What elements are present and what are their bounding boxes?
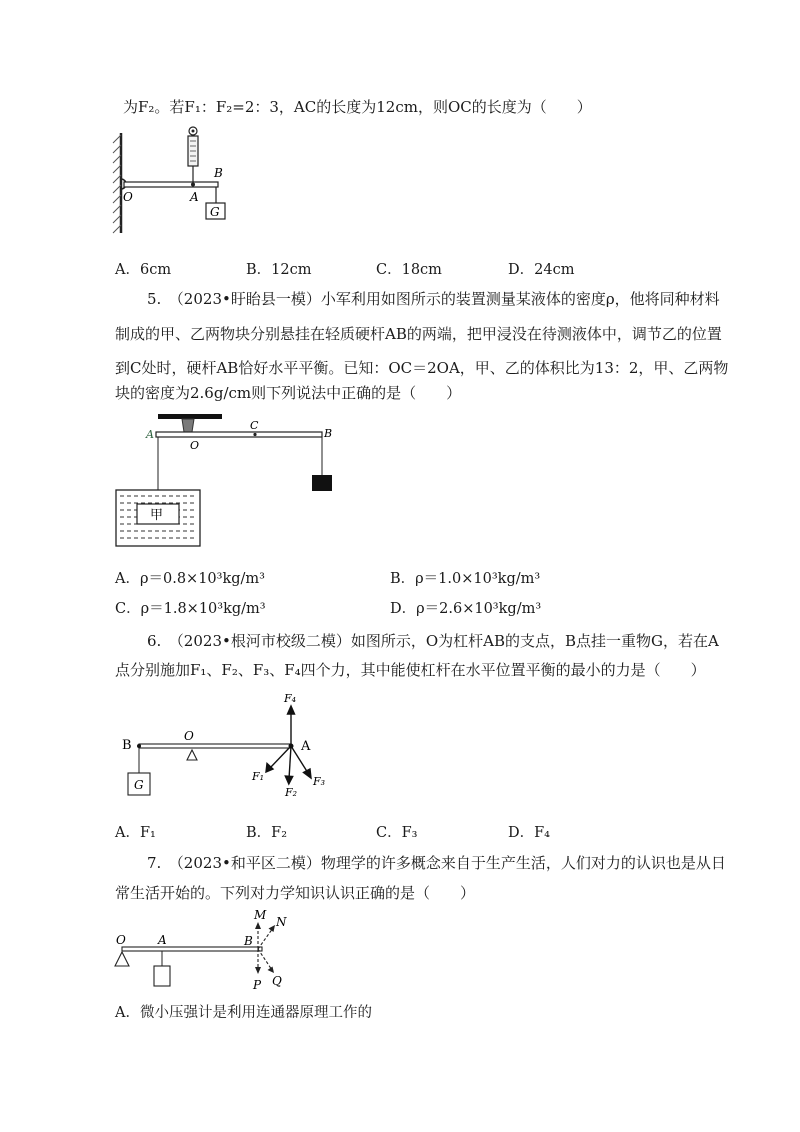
q4-option-d: D．24cm [508, 262, 575, 278]
q4-option-b: B．12cm [246, 262, 312, 278]
q5-stem-line-2: 制成的甲、乙两物块分别悬挂在轻质硬杆AB的两端，把甲浸没在待测液体中，调节乙的位置 [115, 325, 722, 343]
q6-label-F2: F₂ [285, 786, 298, 799]
q5-option-d: D．ρ＝2.6×10³kg/m³ [390, 601, 542, 617]
q5-label-A: A [146, 428, 154, 441]
q5-label-B: B [324, 427, 333, 440]
q7-figure [110, 908, 310, 998]
q4-label-A: A [190, 190, 199, 204]
q6-figure [112, 688, 342, 803]
q7-stem-line-2: 常生活开始的。下列对力学知识认识正确的是（ ） [115, 884, 476, 902]
q5-label-O: O [190, 439, 200, 452]
q6-label-F3: F₃ [313, 775, 326, 788]
q4-option-a: A．6cm [115, 262, 172, 278]
q6-option-b: B．F₂ [246, 825, 288, 841]
q7-label-P: P [253, 978, 262, 992]
q6-label-F4: F₄ [284, 692, 297, 705]
q5-stem-line-4: 块的密度为2.6g/cm则下列说法中正确的是（ ） [115, 384, 462, 402]
q5-label-C: C [250, 419, 259, 432]
q6-stem-line-1: 6. （2023•根河市校级二模）如图所示，O为杠杆AB的支点，B点挂一重物G，若在A [147, 632, 719, 650]
q4-option-c: C．18cm [376, 262, 442, 278]
q5-option-b: B．ρ＝1.0×10³kg/m³ [390, 571, 541, 587]
q5-option-c: C．ρ＝1.8×10³kg/m³ [115, 601, 266, 617]
q5-stem-line-1: 5. （2023•盱眙县一模）小军利用如图所示的装置测量某液体的密度ρ，他将同种材料 [147, 290, 720, 308]
q6-label-O: O [184, 729, 194, 743]
q7-option-a: A．微小压强计是利用连通器原理工作的 [115, 1005, 372, 1021]
q4-figure [110, 125, 230, 235]
q6-option-c: C．F₃ [376, 825, 418, 841]
q6-option-d: D．F₄ [508, 825, 550, 841]
q7-label-O: O [116, 933, 126, 947]
q5-option-a: A．ρ＝0.8×10³kg/m³ [115, 571, 265, 587]
q6-label-B: B [122, 738, 132, 753]
q7-label-N: N [276, 915, 287, 929]
q4-label-B: B [214, 166, 223, 180]
q7-label-Q: Q [272, 974, 282, 988]
q5-label-jia: 甲 [150, 508, 164, 523]
q7-label-M: M [254, 908, 267, 922]
q5-stem-line-3: 到C处时，硬杆AB恰好水平平衡。已知：OC＝2OA，甲、乙的体积比为13：2，甲、乙两物 [115, 359, 729, 377]
q6-option-a: A．F₁ [115, 825, 156, 841]
q6-stem-line-2: 点分别施加F₁、F₂、F₃、F₄四个力，其中能使杠杆在水平位置平衡的最小的力是（ ） [115, 661, 706, 679]
q6-label-G: G [134, 778, 144, 792]
q4-label-O: O [123, 190, 133, 204]
q6-label-A: A [301, 739, 311, 754]
q6-label-F1: F₁ [252, 770, 265, 783]
q7-label-A: A [158, 933, 167, 947]
q4-stem-tail: 为F₂。若F₁：F₂=2：3，AC的长度为12cm，则OC的长度为（ ） [123, 98, 592, 116]
q4-label-G: G [210, 205, 220, 219]
q7-stem-line-1: 7. （2023•和平区二模）物理学的许多概念来自于生产生活，人们对力的认识也是从日 [147, 854, 726, 872]
q7-label-B: B [244, 934, 253, 948]
q5-figure [110, 412, 340, 552]
